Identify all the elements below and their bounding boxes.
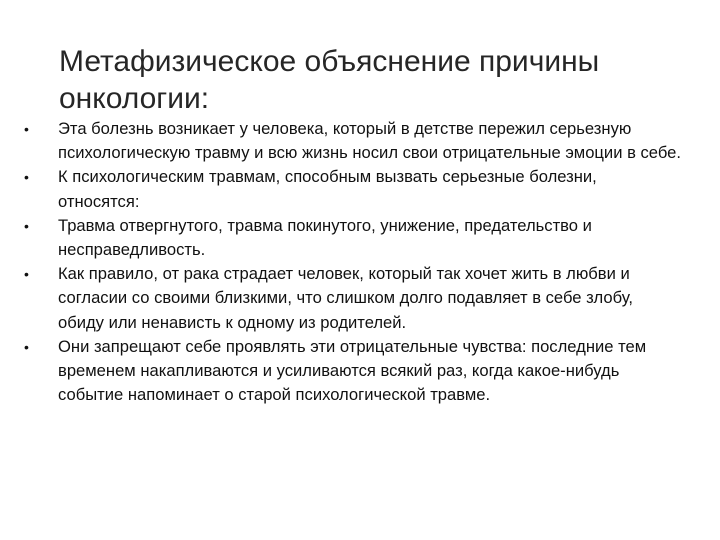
bullet-text: К психологическим травмам, способным вызвать серьезные болезни, относятся:: [58, 167, 597, 211]
bullet-text: Как правило, от рака страдает человек, который так хочет жить в любви и согласии со своими близкими, что слишком долго подавляет в себе злобу, обиду или ненависть к одному из родителей.: [58, 264, 634, 332]
bullet-dot-icon: •: [24, 338, 29, 355]
bullet-item: [18, 117, 682, 165]
bullet-item: [18, 335, 682, 408]
bullet-text: Травма отвергнутого, травма покинутого, унижение, предательство и несправедливость.: [58, 215, 592, 260]
bullet-item: [18, 262, 682, 335]
bullet-dot-icon: •: [24, 169, 29, 186]
bullet-list: [18, 117, 682, 407]
bullet-dot-icon: •: [24, 121, 29, 137]
bullet-text: Они запрещают себе проявлять эти отрицательные чувства: последние тем временем накапливаются и усиливаются всякий раз, когда какое-нибудь событие напоминает о старой психологической травме.: [58, 336, 647, 405]
bullet-text: Эта болезнь возникает у человека, который в детстве пережил серьезную психологическую травму и всю жизнь носил свои отрицательные эмоции в себе.: [58, 119, 682, 163]
bullet-item: [18, 214, 682, 262]
bullet-dot-icon: •: [24, 266, 29, 283]
slide-title: Метафизическое объяснение причины онкологии:: [59, 45, 600, 115]
bullet-item: [18, 165, 682, 213]
bullet-dot-icon: •: [24, 217, 29, 234]
